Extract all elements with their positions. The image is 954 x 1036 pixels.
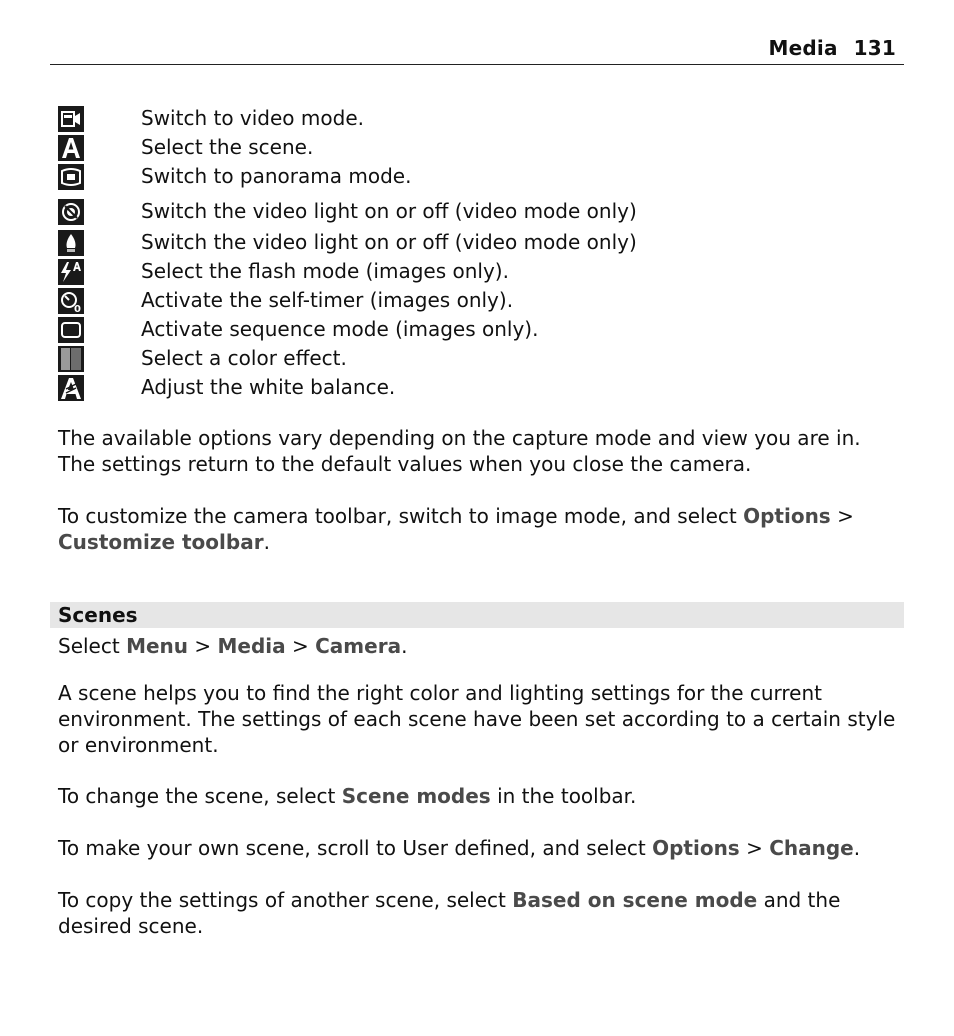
menu-path-paragraph [58,633,904,659]
icon-row [58,162,904,191]
camera-link: Camera [315,634,402,658]
options-menu-link: Options [743,504,831,528]
section-header-bar [50,602,904,628]
header-section-title: Media [768,36,838,60]
icon-row [58,344,904,373]
text-span: . [263,530,270,554]
icon-row [58,197,904,226]
media-link: Media [217,634,286,658]
svg-text:0: 0 [74,304,81,314]
text-span: To make your own scene, scroll to User defined, and select [58,836,653,860]
flash-auto-icon [58,259,84,285]
text-span: and the desired scene. [58,888,841,938]
text-span: . [401,634,408,658]
icon-description: Select the scene. [141,135,314,159]
self-timer-icon [58,288,84,314]
icon-row [58,104,904,133]
icon-description: Select the flash mode (images only). [141,259,509,283]
options-paragraph: The available options vary depending on the capture mode and view you are in. The settings return to the default values when you close the camera. [58,426,861,476]
copy-settings-paragraph [58,887,904,939]
panorama-icon [58,164,84,190]
icon-description: Switch to video mode. [141,106,364,130]
icon-row [58,286,904,315]
icon-description: Activate the self-timer (images only). [141,288,514,312]
section-title: Scenes [58,603,138,627]
icon-description: Select a color effect. [141,346,347,370]
icon-description: Switch the video light on or off (video mode only) [141,199,637,223]
icon-description: Activate sequence mode (images only). [141,317,539,341]
icon-description: Switch the video light on or off (video mode only) [141,230,637,254]
customize-toolbar-paragraph [58,503,904,555]
video-light-icon [58,199,84,225]
icon-description: Adjust the white balance. [141,375,396,399]
scene-modes-link: Scene modes [341,784,491,808]
own-scene-paragraph [58,835,904,861]
change-scene-paragraph [58,783,904,809]
toolbar-icon-list [58,104,904,402]
text-span: Select [58,634,127,658]
icon-row [58,315,904,344]
text-span: To copy the settings of another scene, select [58,888,513,912]
text-span: To change the scene, select [58,784,342,808]
scene-description-paragraph: A scene helps you to find the right color and lighting settings for the current environment. The settings of each scene have been set according to a certain style or environment. [58,681,896,757]
video-mode-icon [58,106,84,132]
sequence-mode-icon [58,317,84,343]
color-effect-icon [58,346,84,372]
icon-row [58,133,904,162]
menu-link: Menu [126,634,189,658]
menu-separator: > [739,836,770,860]
options-menu-link: Options [652,836,740,860]
icon-row [58,373,904,402]
based-on-scene-mode-link: Based on scene mode [512,888,758,912]
page-number: 131 [853,36,896,60]
text-span: in the toolbar. [490,784,637,808]
menu-separator: > [830,504,854,528]
text-span: . [853,836,861,860]
menu-separator: > [188,634,218,658]
change-menu-link: Change [769,836,854,860]
scene-auto-icon [58,135,84,161]
icon-row [58,257,904,286]
white-balance-icon [58,375,84,401]
icon-row [58,228,904,257]
video-light-alt-icon [58,230,84,256]
customize-toolbar-menu-link: Customize toolbar [58,530,264,554]
menu-separator: > [285,634,316,658]
header-divider [50,64,904,65]
text-span: To customize the camera toolbar, switch to image mode, and select [58,504,744,528]
page-header [769,36,897,60]
icon-description: Switch to panorama mode. [141,164,412,188]
